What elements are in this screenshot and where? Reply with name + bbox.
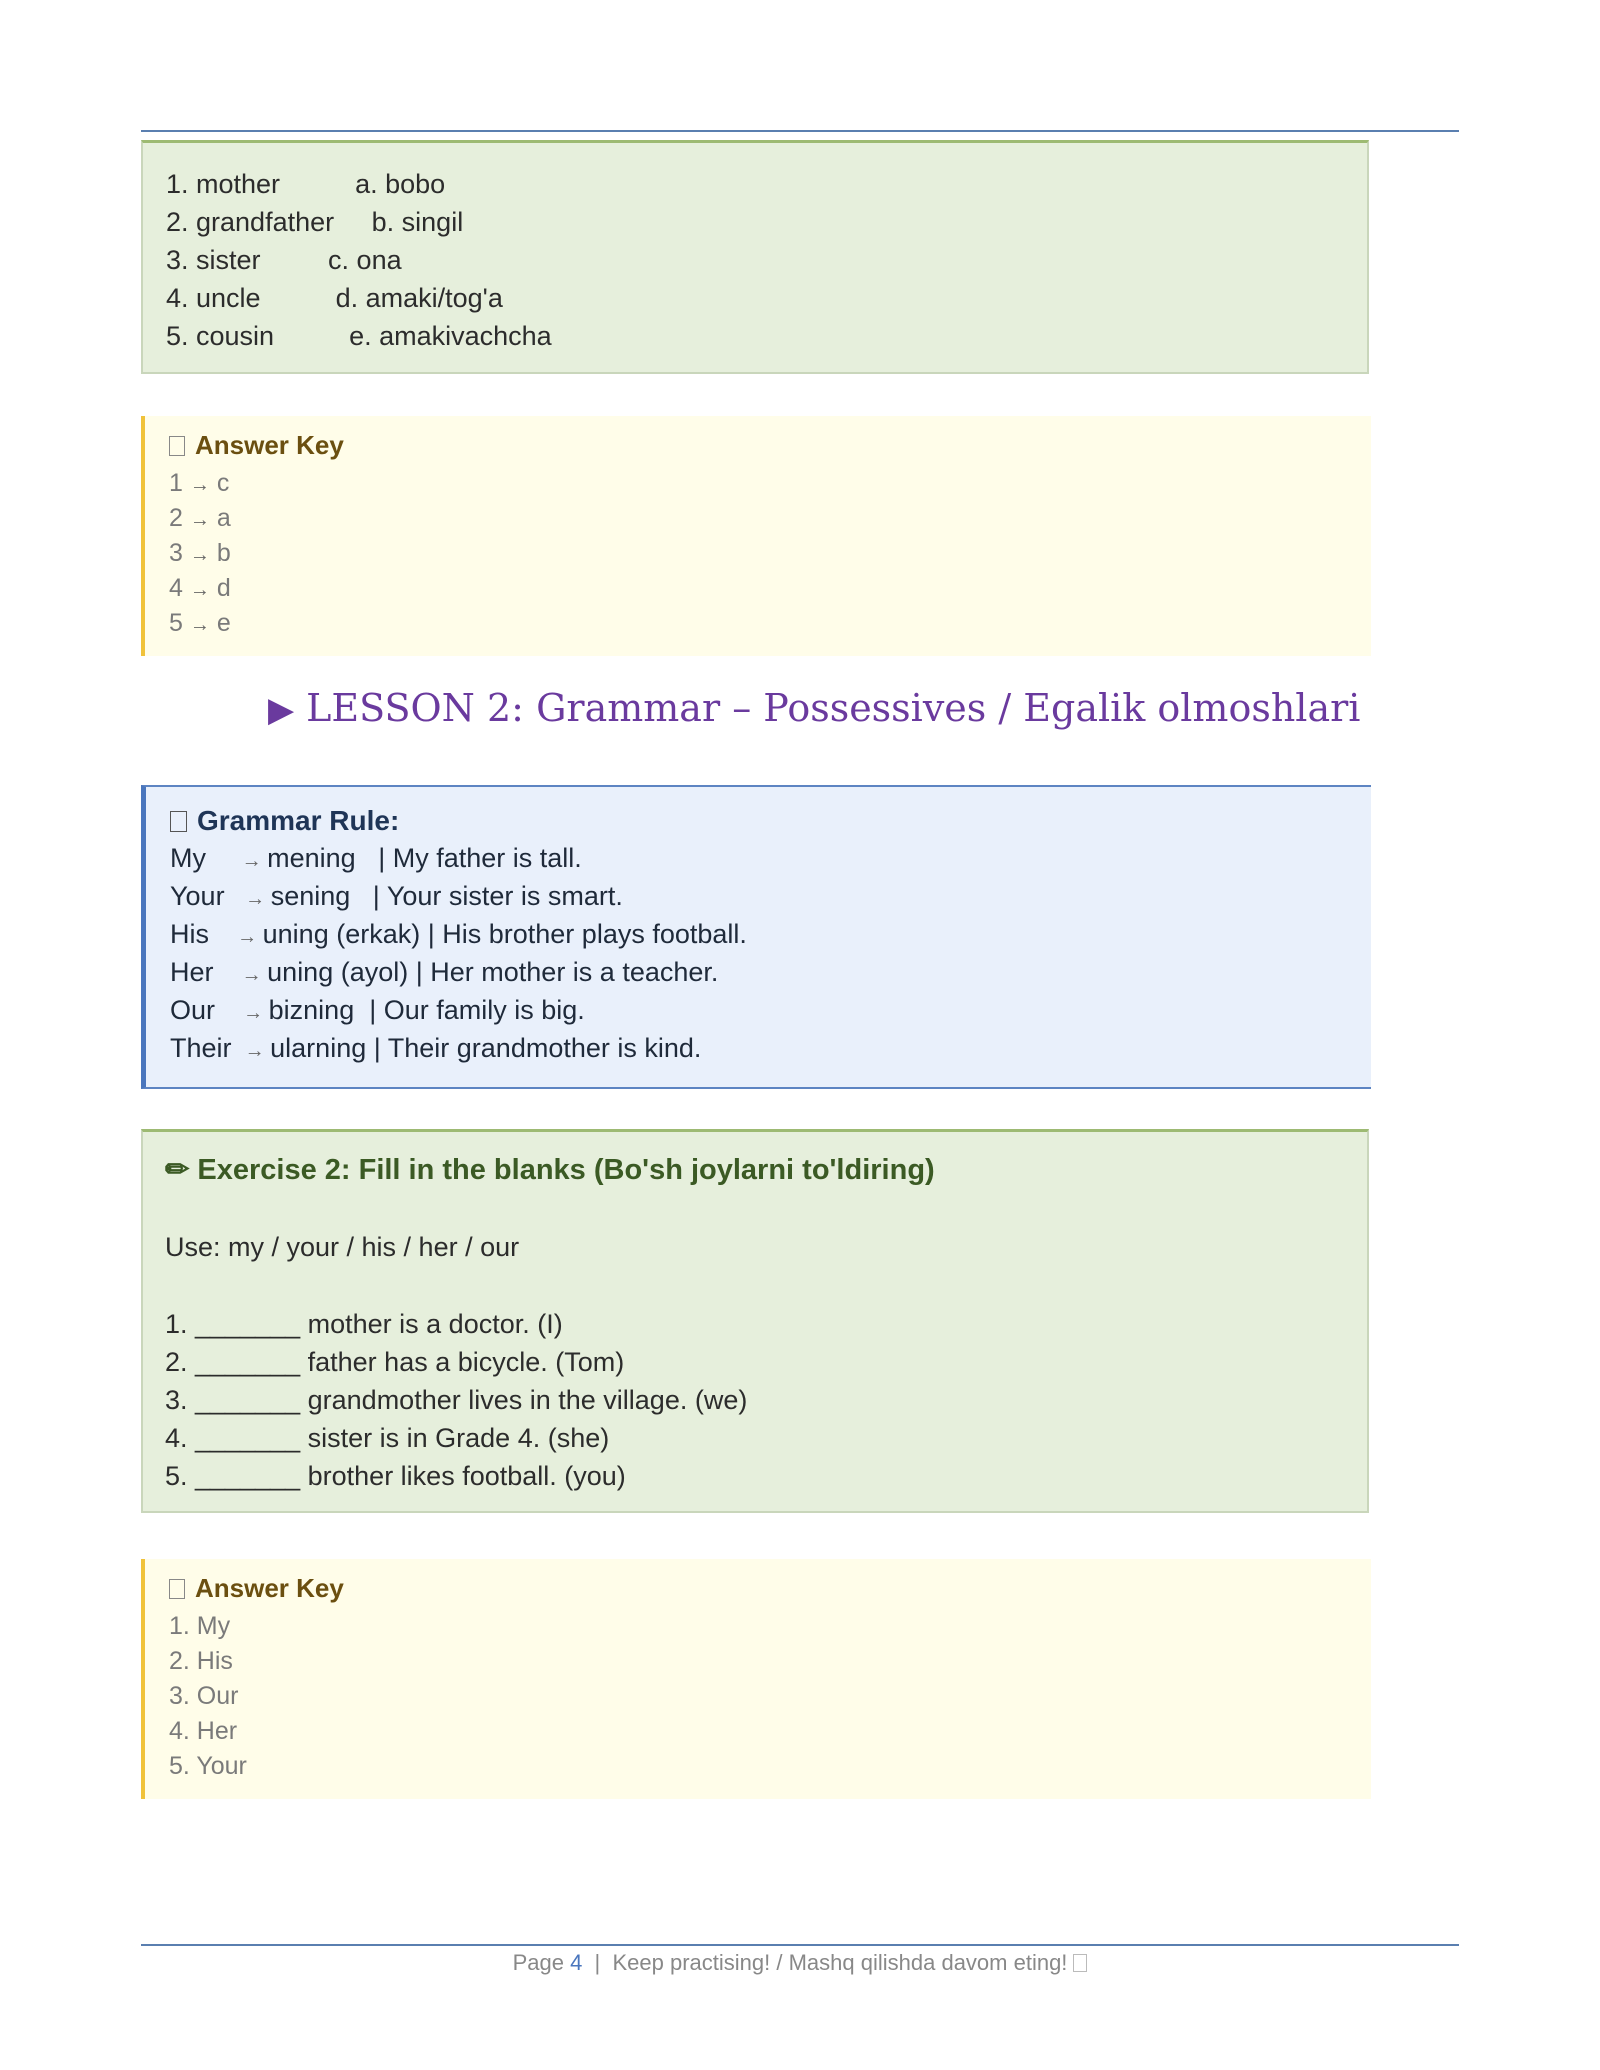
answer-key-box bbox=[141, 416, 1371, 656]
answer-key-item: 2. His bbox=[169, 1647, 233, 1675]
matching-row: 4. uncle d. amaki/tog'a bbox=[166, 283, 503, 313]
arrow-icon: → bbox=[189, 579, 210, 601]
answer-key-item: 5 → e bbox=[169, 609, 231, 637]
answer-key-item: 4. Her bbox=[169, 1717, 238, 1745]
missing-glyph-icon bbox=[169, 436, 185, 456]
answer-key-box bbox=[141, 1559, 1371, 1799]
arrow-icon: → bbox=[236, 850, 268, 872]
exercise-title: ✏ Exercise 2: Fill in the blanks (Bo'sh joylarni to'ldiring) bbox=[165, 1154, 935, 1186]
arrow-icon: → bbox=[239, 888, 271, 910]
matching-row: 1. mother a. bobo bbox=[166, 169, 446, 199]
matching-row: 2. grandfather b. singil bbox=[166, 207, 464, 237]
grammar-rule-row: Your → sening | Your sister is smart. bbox=[170, 881, 623, 911]
arrow-icon: → bbox=[236, 964, 268, 986]
play-triangle-icon: ▶ bbox=[268, 690, 295, 730]
missing-glyph-icon bbox=[1073, 1954, 1087, 1972]
missing-glyph-icon bbox=[170, 811, 187, 832]
page-number: 4 bbox=[570, 1950, 583, 1975]
arrow-icon: → bbox=[239, 1040, 271, 1062]
answer-key-item: 5. Your bbox=[169, 1752, 247, 1780]
grammar-rule-row: Their → ularning | Their grandmother is kind. bbox=[170, 1033, 702, 1063]
arrow-icon: → bbox=[189, 474, 210, 496]
grammar-rule-row: My → mening | My father is tall. bbox=[170, 843, 582, 873]
footer-rule bbox=[141, 1944, 1459, 1946]
grammar-rule-row: Our → bizning | Our family is big. bbox=[170, 995, 585, 1025]
exercise-item: 3. _______ grandmother lives in the village. (we) bbox=[165, 1385, 748, 1415]
exercise-2-box bbox=[141, 1129, 1369, 1513]
matching-exercise-box bbox=[141, 140, 1369, 374]
answer-key-item: 1. My bbox=[169, 1612, 231, 1640]
lesson-heading: ▶ LESSON 2: Grammar – Possessives / Egalik olmoshlari bbox=[268, 686, 1361, 730]
answer-key-title: Answer Key bbox=[169, 430, 344, 461]
arrow-icon: → bbox=[189, 509, 210, 531]
header-rule bbox=[141, 130, 1459, 132]
answer-key-item: 3 → b bbox=[169, 539, 231, 567]
missing-glyph-icon bbox=[169, 1579, 185, 1599]
arrow-icon: → bbox=[189, 614, 210, 636]
answer-key-item: 1 → c bbox=[169, 469, 230, 497]
exercise-item: 4. _______ sister is in Grade 4. (she) bbox=[165, 1423, 610, 1453]
page-footer: Page 4 | Keep practising! / Mashq qilishda davom eting! bbox=[0, 1950, 1600, 1976]
exercise-instruction: Use: my / your / his / her / our bbox=[165, 1232, 520, 1262]
grammar-rule-row: His → uning (erkak) | His brother plays football. bbox=[170, 919, 747, 949]
exercise-item: 2. _______ father has a bicycle. (Tom) bbox=[165, 1347, 625, 1377]
grammar-rule-row: Her → uning (ayol) | Her mother is a teacher. bbox=[170, 957, 719, 987]
answer-key-title: Answer Key bbox=[169, 1573, 344, 1604]
grammar-rule-box bbox=[141, 785, 1371, 1089]
pencil-icon: ✏ bbox=[165, 1154, 190, 1186]
exercise-item: 1. _______ mother is a doctor. (I) bbox=[165, 1309, 563, 1339]
arrow-icon: → bbox=[189, 544, 210, 566]
grammar-rule-title: Grammar Rule: bbox=[170, 805, 399, 837]
arrow-icon: → bbox=[231, 926, 263, 948]
answer-key-item: 4 → d bbox=[169, 574, 231, 602]
answer-key-item: 2 → a bbox=[169, 504, 231, 532]
exercise-item: 5. _______ brother likes football. (you) bbox=[165, 1461, 626, 1491]
answer-key-item: 3. Our bbox=[169, 1682, 239, 1710]
matching-row: 3. sister c. ona bbox=[166, 245, 402, 275]
matching-row: 5. cousin e. amakivachcha bbox=[166, 321, 552, 351]
arrow-icon: → bbox=[237, 1002, 269, 1024]
